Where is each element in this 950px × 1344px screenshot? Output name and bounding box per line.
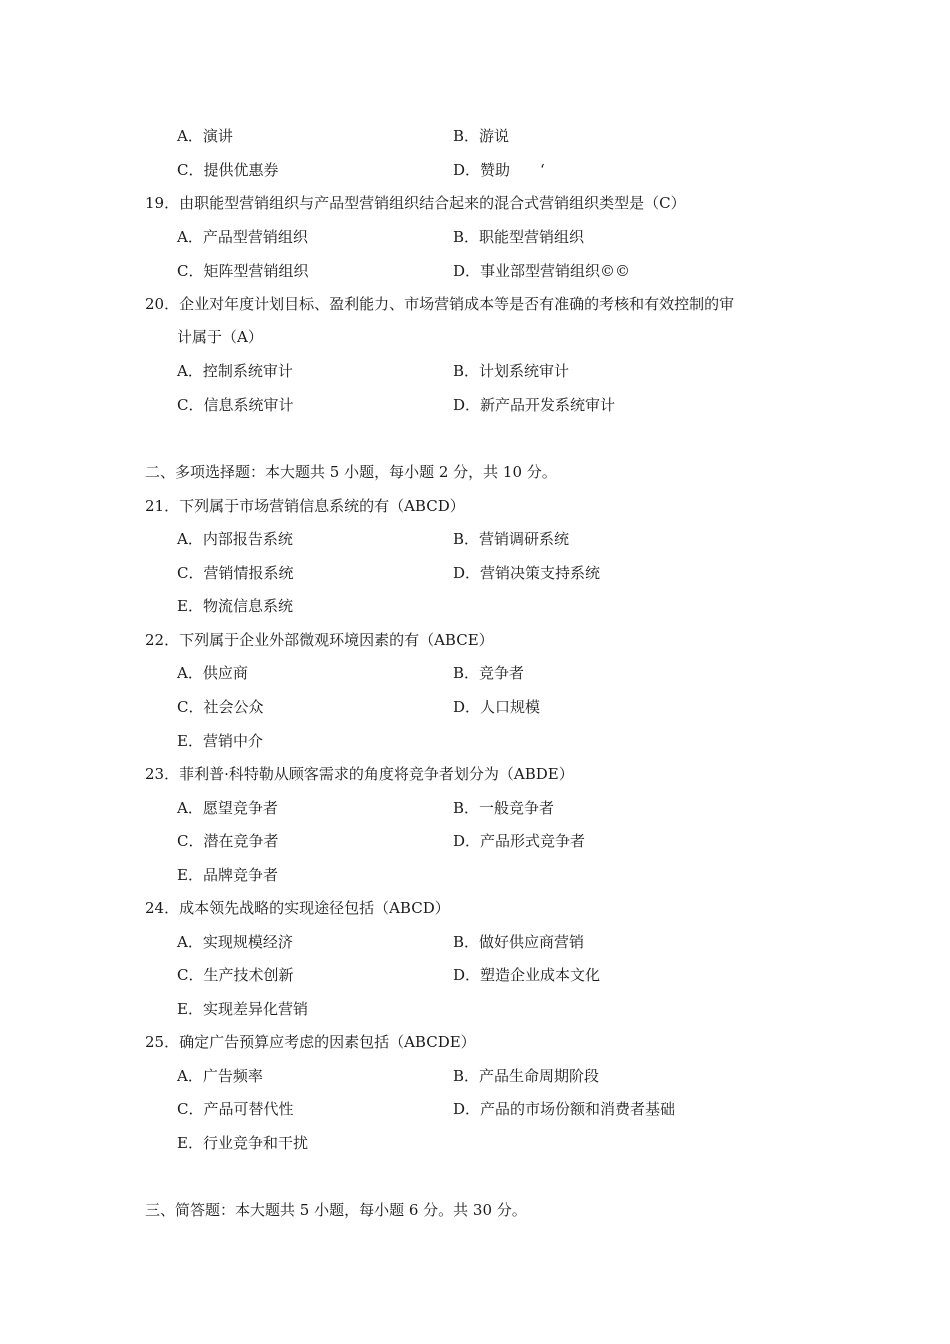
q24-option-c: C．生产技术创新 — [177, 966, 294, 984]
q22-option-c: C．社会公众 — [177, 698, 264, 716]
q23-option-c: C．潜在竞争者 — [177, 832, 279, 850]
question-20-stem-cont: 计属于（A） — [177, 328, 263, 346]
option-a: A．演讲 — [177, 127, 233, 145]
q20-option-b: B．计划系统审计 — [453, 362, 570, 380]
q25-option-c: C．产品可替代性 — [177, 1100, 294, 1118]
q19-option-a: A．产品型营销组织 — [177, 228, 308, 246]
question-21-stem: 21．下列属于市场营销信息系统的有（ABCD） — [145, 497, 465, 515]
q25-option-e: E．行业竞争和干扰 — [177, 1134, 308, 1152]
q19-option-d: D．事业部型营销组织©© — [453, 262, 631, 280]
q20-option-d: D．新产品开发系统审计 — [453, 396, 616, 414]
q21-option-b: B．营销调研系统 — [453, 530, 570, 548]
q23-option-e: E．品牌竞争者 — [177, 866, 278, 884]
option-b: B．游说 — [453, 127, 510, 145]
q25-option-d: D．产品的市场份额和消费者基础 — [453, 1100, 676, 1118]
q24-option-a: A．实现规模经济 — [177, 933, 293, 951]
question-22-stem: 22．下列属于企业外部微观环境因素的有（ABCE） — [145, 631, 494, 649]
q23-option-b: B．一般竞争者 — [453, 799, 555, 817]
q23-option-d: D．产品形式竞争者 — [453, 832, 586, 850]
q20-option-a: A．控制系统审计 — [177, 362, 293, 380]
question-24-stem: 24．成本领先战略的实现途径包括（ABCD） — [145, 899, 450, 917]
q24-option-b: B．做好供应商营销 — [453, 933, 585, 951]
question-23-stem: 23．菲利普·科特勒从顾客需求的角度将竞争者划分为（ABDE） — [145, 765, 574, 783]
q21-option-e: E．物流信息系统 — [177, 597, 293, 615]
question-20-stem: 20．企业对年度计划目标、盈利能力、市场营销成本等是否有准确的考核和有效控制的审 — [145, 295, 735, 313]
q22-option-a: A．供应商 — [177, 664, 248, 682]
q20-option-c: C．信息系统审计 — [177, 396, 294, 414]
q21-option-d: D．营销决策支持系统 — [453, 564, 601, 582]
q19-option-c: C．矩阵型营销组织 — [177, 262, 309, 280]
q22-option-e: E．营销中介 — [177, 732, 263, 750]
question-25-stem: 25．确定广告预算应考虑的因素包括（ABCDE） — [145, 1033, 476, 1051]
question-19-stem: 19．由职能型营销组织与产品型营销组织结合起来的混合式营销组织类型是（C） — [145, 194, 686, 212]
q19-option-b: B．职能型营销组织 — [453, 228, 585, 246]
q25-option-b: B．产品生命周期阶段 — [453, 1067, 600, 1085]
q25-option-a: A．广告频率 — [177, 1067, 263, 1085]
q24-option-d: D．塑造企业成本文化 — [453, 966, 601, 984]
q21-option-a: A．内部报告系统 — [177, 530, 293, 548]
q23-option-a: A．愿望竞争者 — [177, 799, 278, 817]
section-2-heading: 二、多项选择题：本大题共 5 小题，每小题 2 分，共 10 分。 — [145, 463, 557, 481]
q22-option-b: B．竞争者 — [453, 664, 525, 682]
q21-option-c: C．营销情报系统 — [177, 564, 294, 582]
option-c: C．提供优惠券 — [177, 161, 279, 179]
q24-option-e: E．实现差异化营销 — [177, 1000, 308, 1018]
q22-option-d: D．人口规模 — [453, 698, 541, 716]
option-d: D．赞助 ‘ — [453, 161, 545, 179]
section-3-heading: 三、简答题：本大题共 5 小题，每小题 6 分。共 30 分。 — [145, 1201, 527, 1219]
